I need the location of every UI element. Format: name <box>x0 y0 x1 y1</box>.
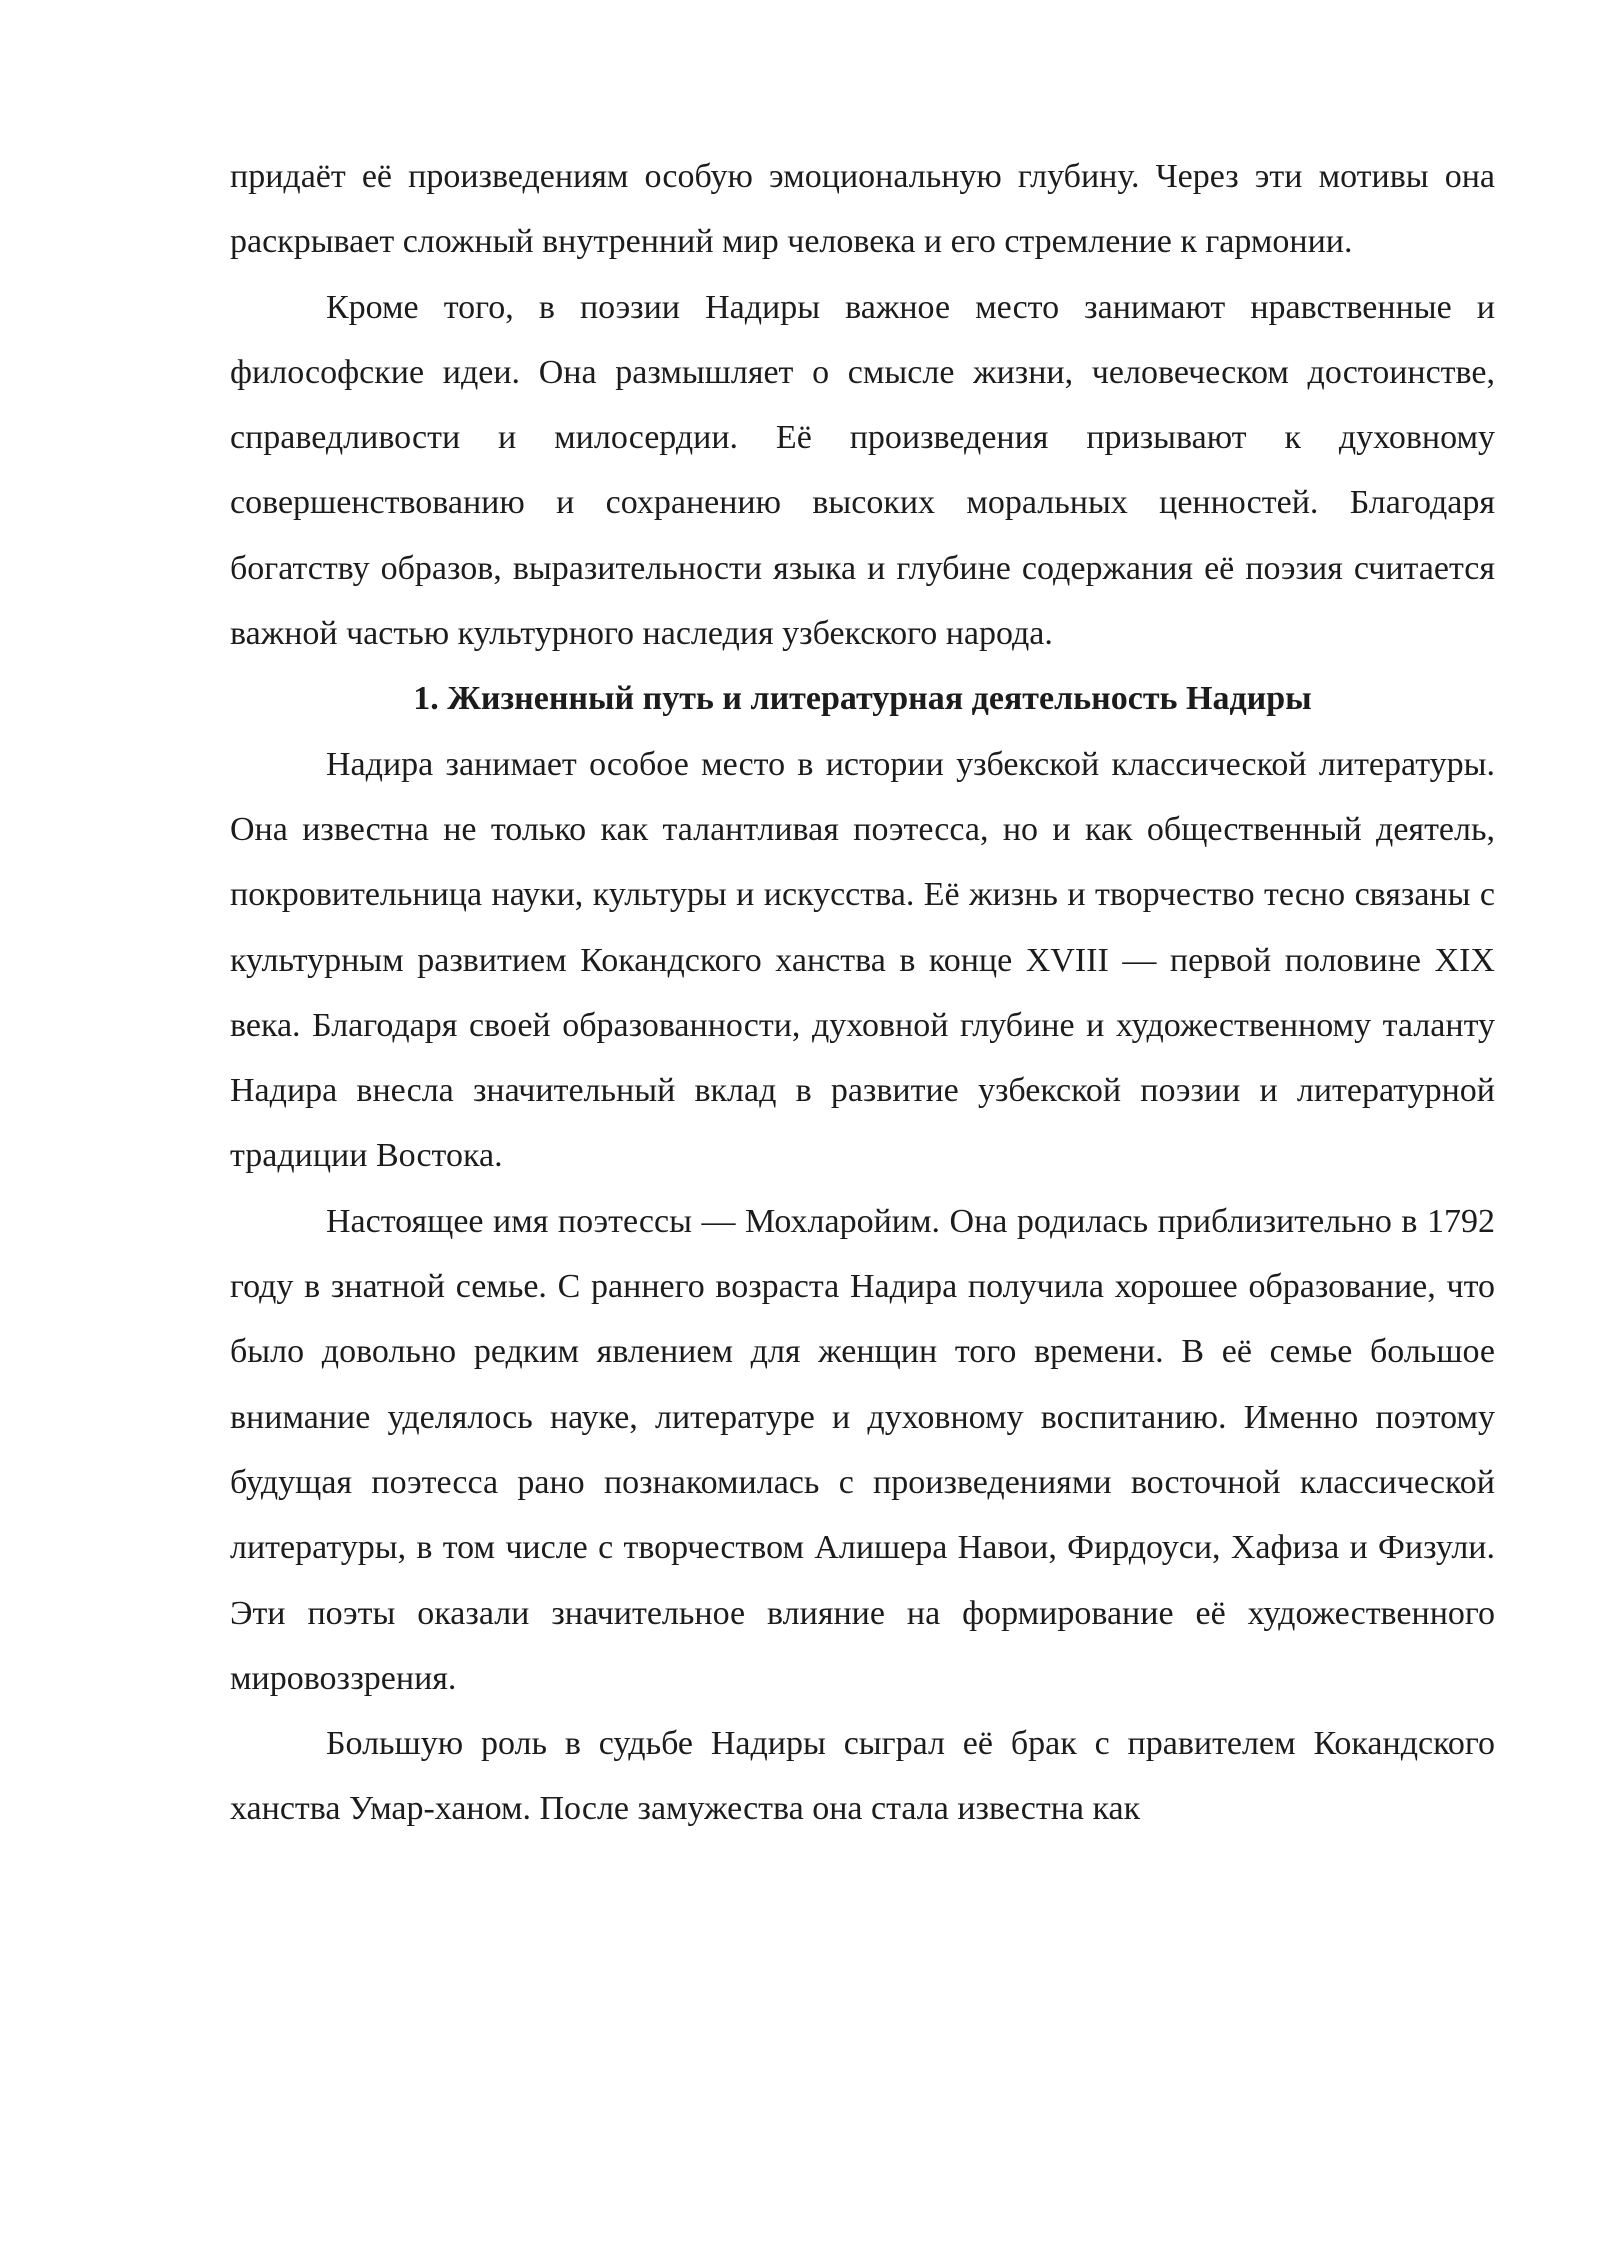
document-body <box>230 144 1495 1842</box>
paragraph-moral-ideas: Кроме того, в поэзии Надиры важное место занимают нравственные и философские идеи. Она размышляет о смысле жизни, человеческом достоинстве, справедливости и милосердии. Её произведения призывают к духовному совершенствованию и сохранению высоких моральных ценностей. Благодаря богатству образов, выразительности языка и глубине содержания её поэзия считается важной частью культурного наследия узбекского народа. <box>230 288 1495 653</box>
paragraph-intro-nadira: Надира занимает особое место в истории узбекской классической литературы. Она известна не только как талантливая поэтесса, но и как общественный деятель, покровительница науки, культуры и искусства. Её жизнь и творчество тесно связаны с культурным развитием Кокандского ханства в конце XVIII — первой половине XIX века. Благодаря своей образованности, духовной глубине и художественному таланту Надира внесла значительный вклад в развитие узбекской поэзии и литературной традиции Востока. <box>230 745 1495 1175</box>
section-heading: 1. Жизненный путь и литературная деятельность Надиры <box>413 680 1312 718</box>
paragraph-real-name: Настоящее имя поэтессы — Мохларойим. Она родилась приблизительно в 1792 году в знатной семье. С раннего возраста Надира получила хорошее образование, что было довольно редким явлением для женщин того времени. В её семье большое внимание уделялось науке, литературе и духовному воспитанию. Именно поэтому будущая поэтесса рано познакомилась с произведениями восточной классической литературы, в том числе с творчеством Алишера Навои, Фирдоуси, Хафиза и Физули. Эти поэты оказали значительное влияние на формирование её художественного мировоззрения. <box>230 1202 1495 1697</box>
paragraph-continued: придаёт её произведениям особую эмоциональную глубину. Через эти мотивы она раскрывает сложный внутренний мир человека и его стремление к гармонии. <box>230 158 1495 261</box>
paragraph-marriage: Большую роль в судьбе Надиры сыграл её брак с правителем Кокандского ханства Умар-ханом. После замужества она стала известна как <box>230 1725 1495 1828</box>
